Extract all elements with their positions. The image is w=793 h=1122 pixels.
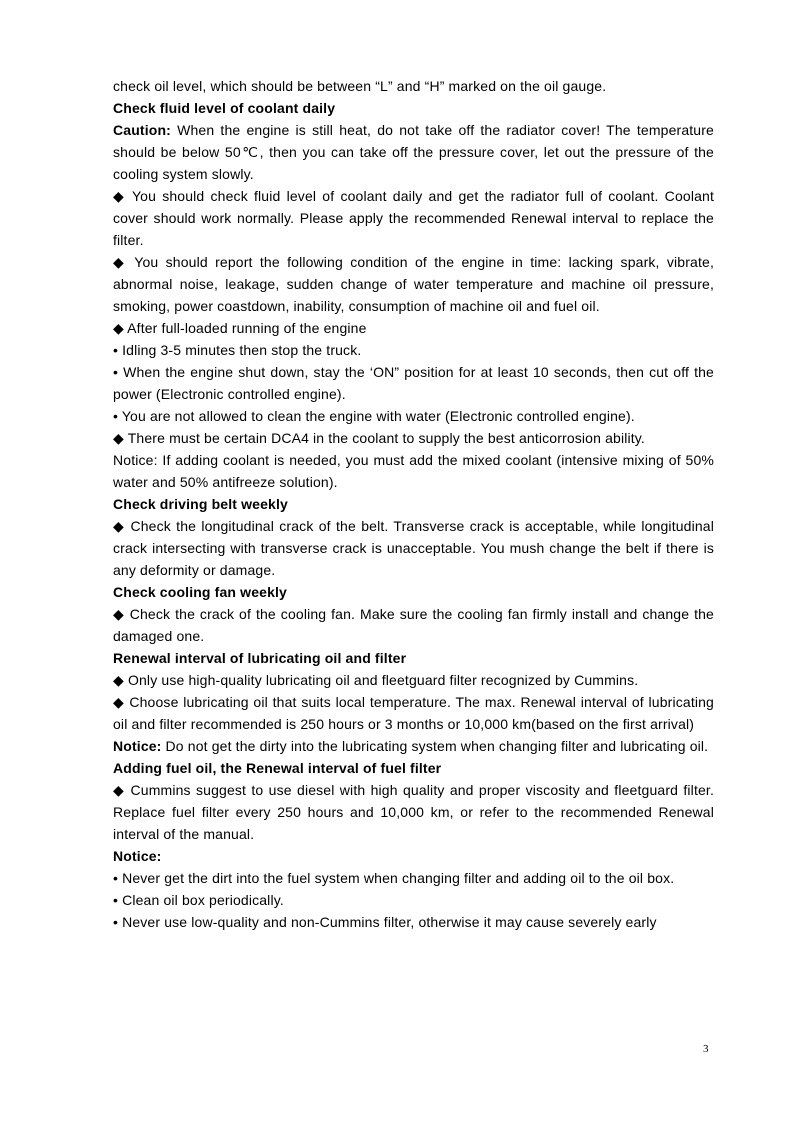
paragraph: • You are not allowed to clean the engine with water (Electronic controlled engine). [113,408,635,424]
paragraph: ◆ Choose lubricating oil that suits local temperature. The max. Renewal interval of lubricating oil and filter recommended is 250 hours or 3 months or 10,000 km(based on the first arrival) [113,694,714,732]
section-heading: Check fluid level of coolant daily [113,100,336,116]
section-heading: Renewal interval of lubricating oil and filter [113,650,407,666]
paragraph-lead: Caution: [113,122,171,138]
document-body [113,75,714,933]
paragraph-lead: Notice: [113,738,162,754]
paragraph [113,735,714,757]
section-heading: Check cooling fan weekly [113,584,287,600]
paragraph: ◆ There must be certain DCA4 in the coolant to supply the best anticorrosion ability. [113,430,645,446]
paragraph [113,119,714,185]
section-heading: Adding fuel oil, the Renewal interval of fuel filter [113,760,442,776]
paragraph-text: When the engine is still heat, do not take off the radiator cover! The temperature should be below 50℃, then you can take off the pressure cover, let out the pressure of the cooling system slowly. [113,122,714,182]
page-number: 3 [703,1043,709,1055]
paragraph: • Clean oil box periodically. [113,892,284,908]
paragraph: ◆ Check the crack of the cooling fan. Make sure the cooling fan firmly install and change the damaged one. [113,606,714,644]
paragraph: • Idling 3-5 minutes then stop the truck. [113,342,362,358]
paragraph: ◆ Cummins suggest to use diesel with high quality and proper viscosity and fleetguard filter. Replace fuel filter every 250 hours and 10,000 km, or refer to the recommended Renewal interval of the manual. [113,782,714,842]
paragraph: • Never get the dirt into the fuel system when changing filter and adding oil to the oil box. [113,870,675,886]
paragraph: • Never use low-quality and non-Cummins filter, otherwise it may cause severely early [113,914,657,930]
paragraph: • When the engine shut down, stay the ‘ON” position for at least 10 seconds, then cut off the power (Electronic controlled engine). [113,364,714,402]
paragraph: check oil level, which should be between “L” and “H” marked on the oil gauge. [113,78,607,94]
paragraph: ◆ You should check fluid level of coolant daily and get the radiator full of coolant. Coolant cover should work normally. Please apply the recommended Renewal interval to replace the filter. [113,188,714,248]
paragraph: ◆ You should report the following condition of the engine in time: lacking spark, vibrate, abnormal noise, leakage, sudden change of water temperature and machine oil pressure, smoking, power coastdown, inability, consumption of machine oil and fuel oil. [113,254,714,314]
paragraph: ◆ Only use high-quality lubricating oil and fleetguard filter recognized by Cummins. [113,672,639,688]
section-heading: Notice: [113,848,162,864]
paragraph: Notice: If adding coolant is needed, you must add the mixed coolant (intensive mixing of 50% water and 50% antifreeze solution). [113,452,714,490]
paragraph: ◆ After full-loaded running of the engine [113,320,367,336]
paragraph-text: Do not get the dirty into the lubricating system when changing filter and lubricating oil. [161,738,709,754]
section-heading: Check driving belt weekly [113,496,288,512]
paragraph: ◆ Check the longitudinal crack of the belt. Transverse crack is acceptable, while longitudinal crack intersecting with transverse crack is unacceptable. You mush change the belt if there is any deformity or damage. [113,518,714,578]
